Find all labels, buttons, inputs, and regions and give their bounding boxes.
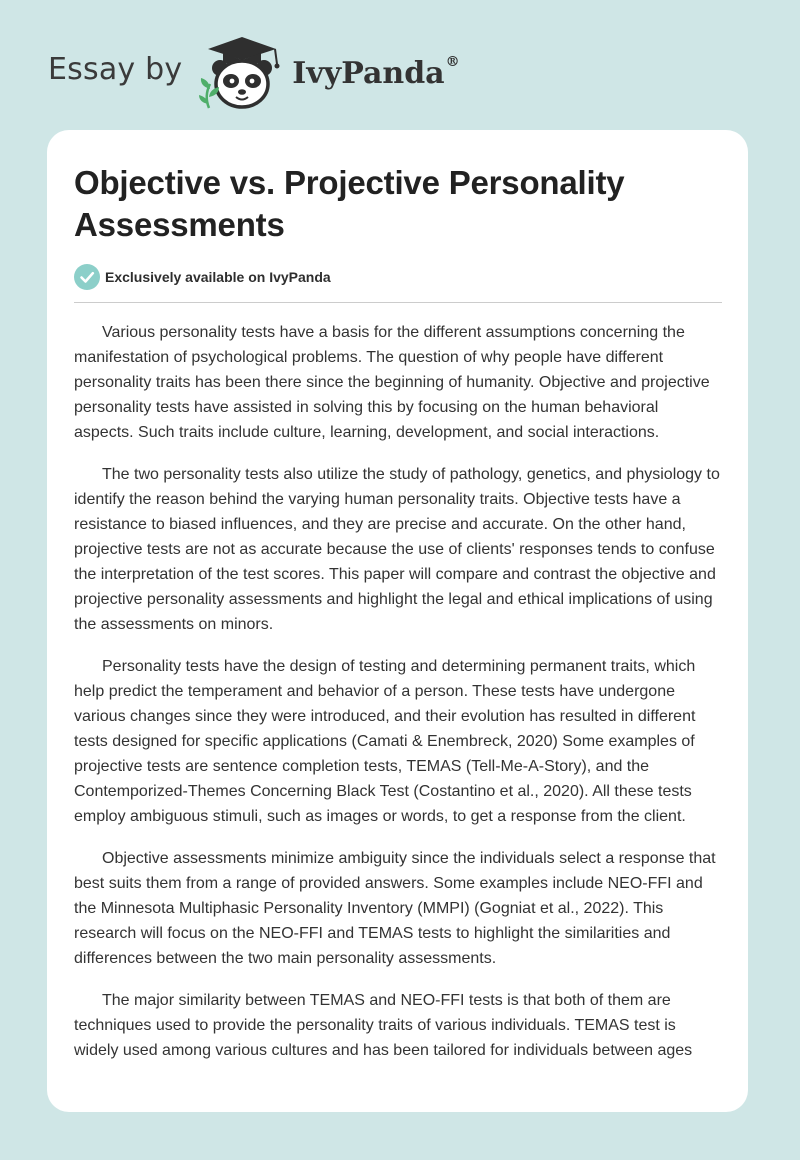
registered-mark: ® bbox=[445, 53, 460, 70]
check-circle-icon bbox=[74, 264, 100, 290]
exclusive-badge-label: Exclusively available on IvyPanda bbox=[105, 269, 331, 285]
exclusive-badge bbox=[74, 263, 722, 291]
panda-graduate-icon[interactable] bbox=[196, 34, 288, 110]
essay-title: Objective vs. Projective Personality Assessments bbox=[74, 164, 625, 243]
brand-name[interactable]: IvyPanda® bbox=[292, 53, 460, 91]
brand-prefix: Essay by bbox=[48, 51, 183, 87]
paragraph: Various personality tests have a basis for the different assumptions concerning the manifestation of psychological problems. The question of why people have different personality traits has been there since the beginning of humanity. Objective and projective personality tests have assisted in solving this by focusing on the human behavioral aspects. Such traits include culture, learning, development, and social interactions. bbox=[74, 324, 710, 441]
paragraph: The major similarity between TEMAS and NEO-FFI tests is that both of them are techniques used to provide the personality traits of various individuals. TEMAS test is widely used among various cultures and has been tailored for individuals between ages bbox=[74, 992, 693, 1059]
title-divider bbox=[74, 302, 722, 303]
paragraph: Personality tests have the design of testing and determining permanent traits, which help predict the temperament and behavior of a person. These tests have undergone various changes since they were introduced, and their evolution has resulted in different tests designed for specific applications (Camati & Enembreck, 2020) Some examples of projective tests are sentence completion tests, TEMAS (Tell-Me-A-Story), and the Contemporized-Themes Concerning Black Test (Costantino et al., 2020). All these tests employ ambiguous stimuli, such as images or words, to get a response from the client. bbox=[74, 658, 696, 825]
essay-card bbox=[47, 130, 748, 1112]
site-header bbox=[48, 34, 460, 110]
paragraph: Objective assessments minimize ambiguity since the individuals select a response that best suits them from a range of provided answers. Some examples include NEO-FFI and the Minnesota Multiphasic Personality Inventory (MMPI) (Gogniat et al., 2022). This research will focus on the NEO-FFI and TEMAS tests to highlight the similarities and differences between the two main personality assessments. bbox=[74, 850, 716, 967]
essay-body bbox=[74, 320, 722, 1063]
paragraph: The two personality tests also utilize the study of pathology, genetics, and physiology to identify the reason behind the varying human personality traits. Objective tests have a resistance to biased influences, and they are precise and accurate. On the other hand, projective tests are not as accurate because the use of clients' responses tends to confuse the interpretation of the test scores. This paper will compare and contrast the objective and projective personality assessments and highlight the legal and ethical implications of using the assessments on minors. bbox=[74, 466, 720, 633]
